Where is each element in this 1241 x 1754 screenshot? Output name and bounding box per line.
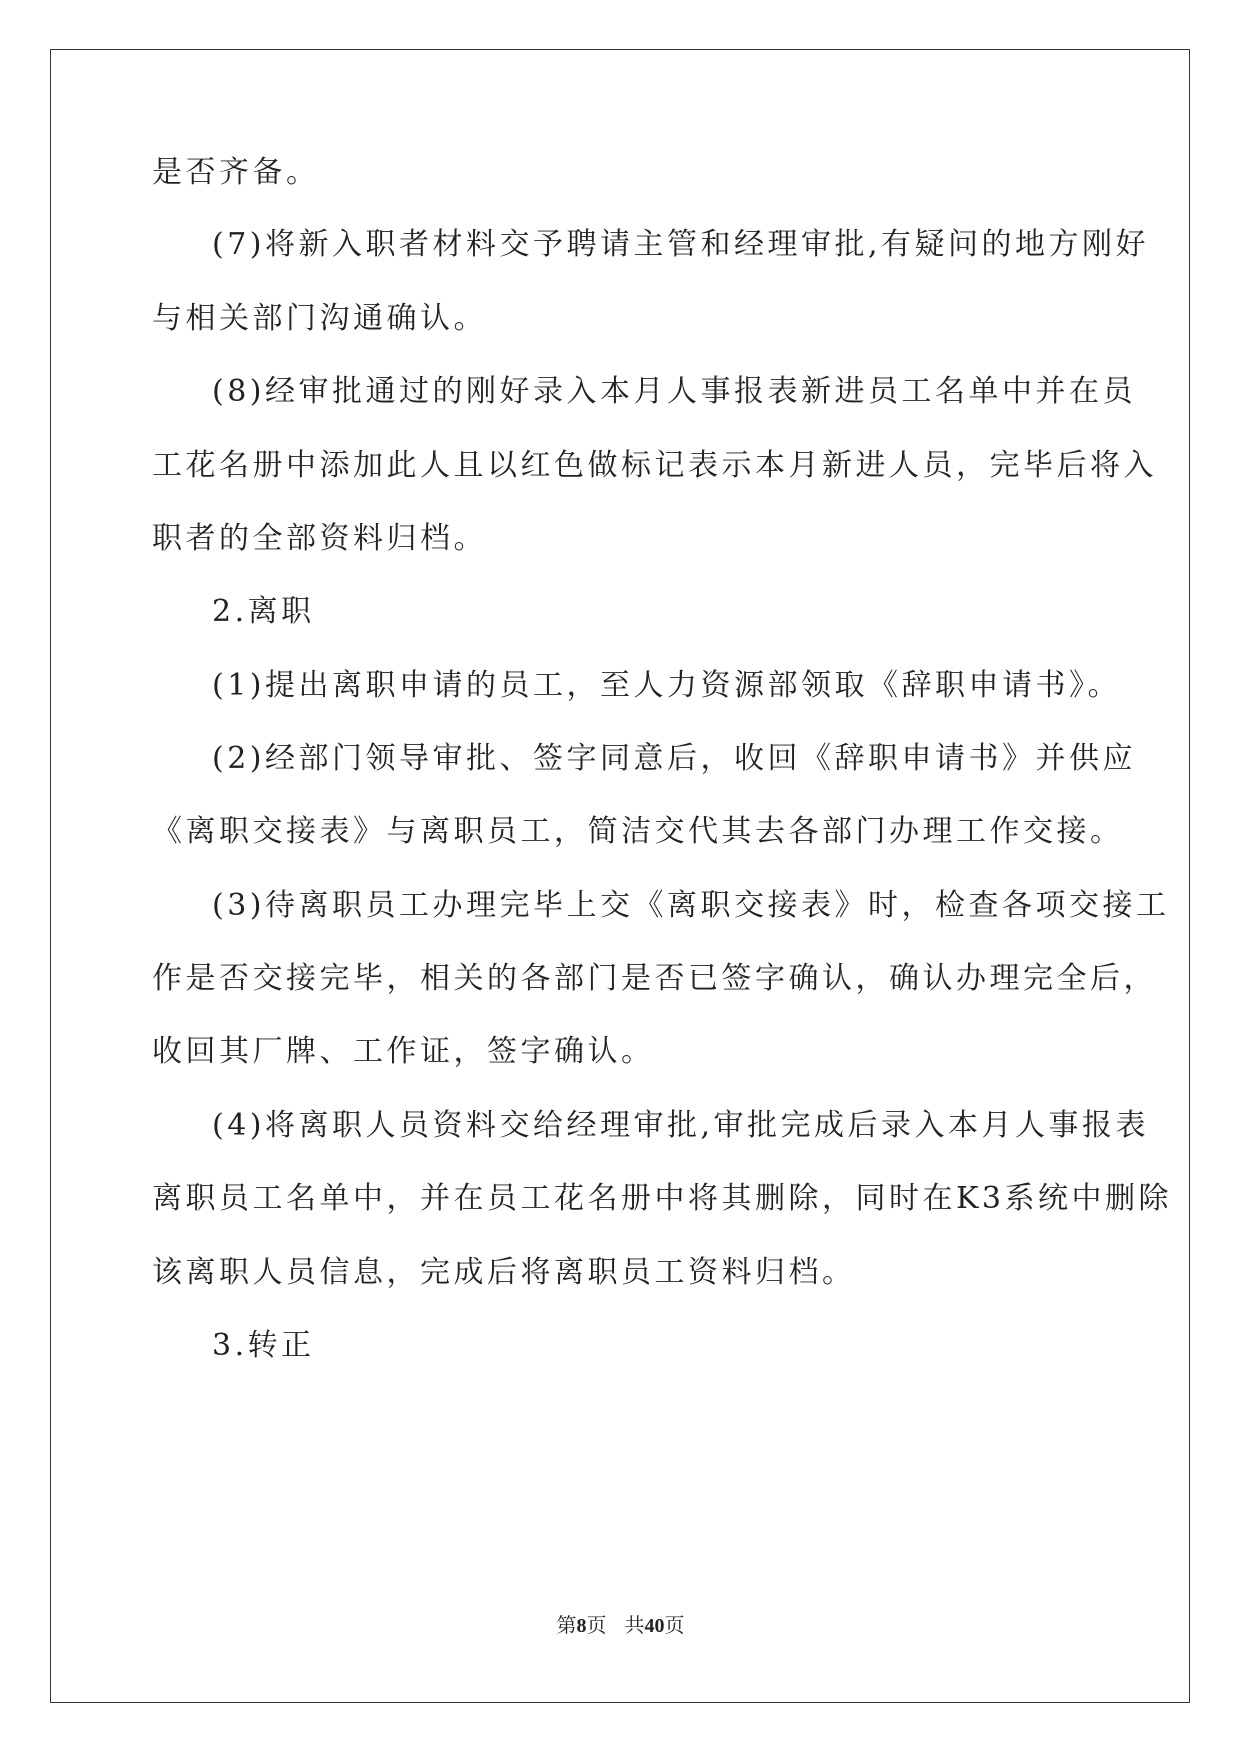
paragraph-line: 作是否交接完毕，相关的各部门是否已签字确认，确认办理完全后， [152,961,1157,996]
paragraph-line: 离职员工名单中，并在员工花名册中将其删除，同时在K3系统中删除 [152,1181,1172,1216]
paragraph-line: (7)将新入职者材料交予聘请主管和经理审批,有疑问的地方刚好 [212,227,1150,262]
paragraph-line: (1)提出离职申请的员工，至人力资源部领取《辞职申请书》。 [212,668,1121,703]
footer-page-number: 8 [576,1615,587,1637]
paragraph-line: 收回其厂牌、工作证，签字确认。 [152,1034,655,1069]
paragraph-line: 与相关部门沟通确认。 [152,301,487,336]
paragraph-line: 职者的全部资料归档。 [152,521,487,556]
footer-page-prefix: 第 [556,1613,577,1637]
footer-total-unit: 页 [664,1613,685,1637]
paragraph-line: (4)将离职人员资料交给经理审批,审批完成后录入本月人事报表 [212,1108,1150,1143]
paragraph-line: (8)经审批通过的刚好录入本月人事报表新进员工名单中并在员 [212,374,1136,409]
section-heading: 3.转正 [212,1328,315,1363]
paragraph-line: 工花名册中添加此人且以红色做标记表示本月新进人员，完毕后将入 [152,448,1157,483]
page-footer [0,1612,1241,1639]
paragraph-line: (3)待离职员工办理完毕上交《离职交接表》时，检查各项交接工 [212,888,1170,923]
paragraph-line: (2)经部门领导审批、签字同意后，收回《辞职申请书》并供应 [212,741,1136,776]
footer-total-prefix: 共 [624,1613,645,1637]
footer-total-pages: 40 [644,1615,665,1637]
paragraph-line: 《离职交接表》与离职员工，简洁交代其去各部门办理工作交接。 [152,814,1124,849]
page-border [50,49,1190,1703]
footer-page-unit: 页 [586,1613,607,1637]
paragraph-line: 是否齐备。 [152,155,320,190]
section-heading: 2.离职 [212,594,315,629]
paragraph-line: 该离职人员信息，完成后将离职员工资料归档。 [152,1255,856,1290]
